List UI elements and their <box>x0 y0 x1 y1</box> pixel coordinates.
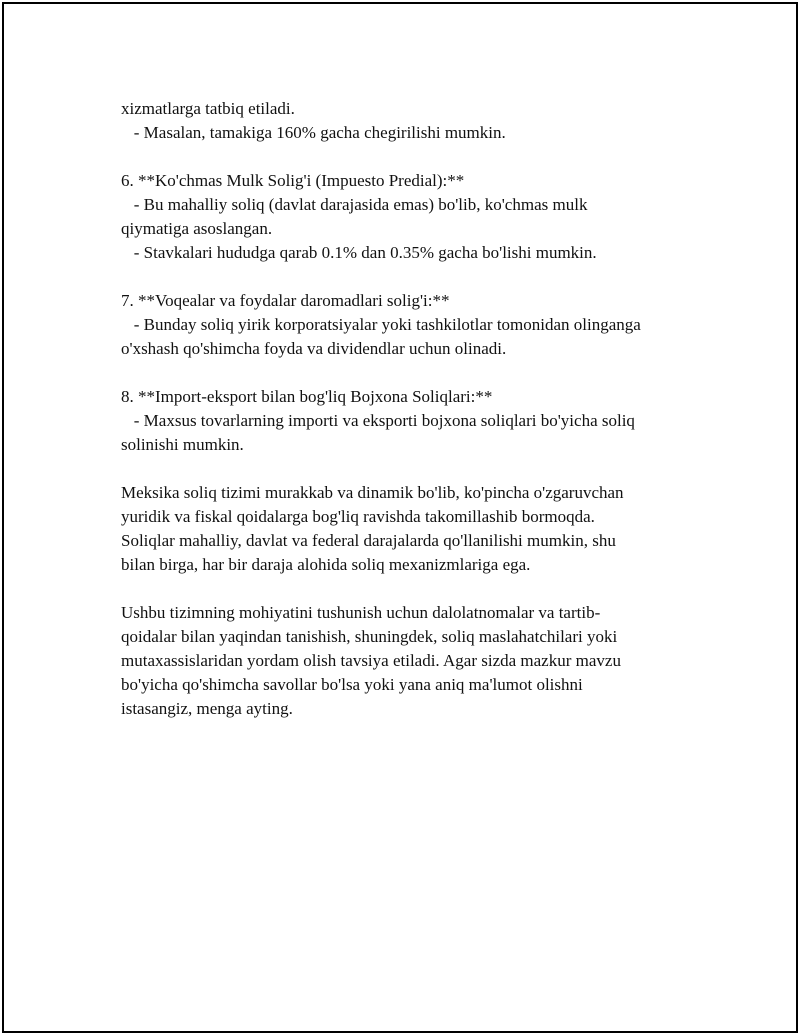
text-line: solinishi mumkin. <box>121 435 244 454</box>
paragraph-item-7 <box>121 289 701 361</box>
paragraph-spacer <box>121 361 701 385</box>
text-line: o'xshash qo'shimcha foyda va dividendlar uchun olinadi. <box>121 339 507 358</box>
paragraph-item-8 <box>121 385 701 457</box>
text-line: qoidalar bilan yaqindan tanishish, shuningdek, soliq maslahatchilari yoki <box>121 627 618 646</box>
text-line: - Bu mahalliy soliq (davlat darajasida emas) bo'lib, ko'chmas mulk <box>121 195 588 214</box>
text-line: - Stavkalari hududga qarab 0.1% dan 0.35% gacha bo'lishi mumkin. <box>121 243 597 262</box>
text-line: bo'yicha qo'shimcha savollar bo'lsa yoki yana aniq ma'lumot olishni <box>121 675 583 694</box>
text-line: 6. **Ko'chmas Mulk Solig'i (Impuesto Predial):** <box>121 171 465 190</box>
text-line: istasangiz, menga ayting. <box>121 699 293 718</box>
text-line: bilan birga, har bir daraja alohida soliq mexanizmlariga ega. <box>121 555 531 574</box>
paragraph-summary <box>121 481 701 577</box>
text-line: Soliqlar mahalliy, davlat va federal darajalarda qo'llanilishi mumkin, shu <box>121 531 616 550</box>
text-line: - Masalan, tamakiga 160% gacha chegirilishi mumkin. <box>121 123 506 142</box>
text-line: - Bunday soliq yirik korporatsiyalar yoki tashkilotlar tomonidan olinganga <box>121 315 641 334</box>
paragraph-spacer <box>121 145 701 169</box>
text-line: mutaxassislaridan yordam olish tavsiya etiladi. Agar sizda mazkur mavzu <box>121 651 621 670</box>
text-line: xizmatlarga tatbiq etiladi. <box>121 99 295 118</box>
text-line: Ushbu tizimning mohiyatini tushunish uchun dalolatnomalar va tartib- <box>121 603 601 622</box>
page-frame <box>2 2 798 1033</box>
paragraph-closing <box>121 601 701 721</box>
text-line: - Maxsus tovarlarning importi va eksporti bojxona soliqlari bo'yicha soliq <box>121 411 635 430</box>
paragraph-intro-fragment <box>121 97 701 145</box>
paragraph-spacer <box>121 577 701 601</box>
paragraph-spacer <box>121 265 701 289</box>
text-line: Meksika soliq tizimi murakkab va dinamik bo'lib, ko'pincha o'zgaruvchan <box>121 483 624 502</box>
text-line: 8. **Import-eksport bilan bog'liq Bojxona Soliqlari:** <box>121 387 493 406</box>
paragraph-spacer <box>121 457 701 481</box>
text-line: qiymatiga asoslangan. <box>121 219 273 238</box>
text-line: 7. **Voqealar va foydalar daromadlari solig'i:** <box>121 291 450 310</box>
paragraph-item-6 <box>121 169 701 265</box>
text-line: yuridik va fiskal qoidalarga bog'liq ravishda takomillashib bormoqda. <box>121 507 595 526</box>
document-body <box>121 97 701 721</box>
